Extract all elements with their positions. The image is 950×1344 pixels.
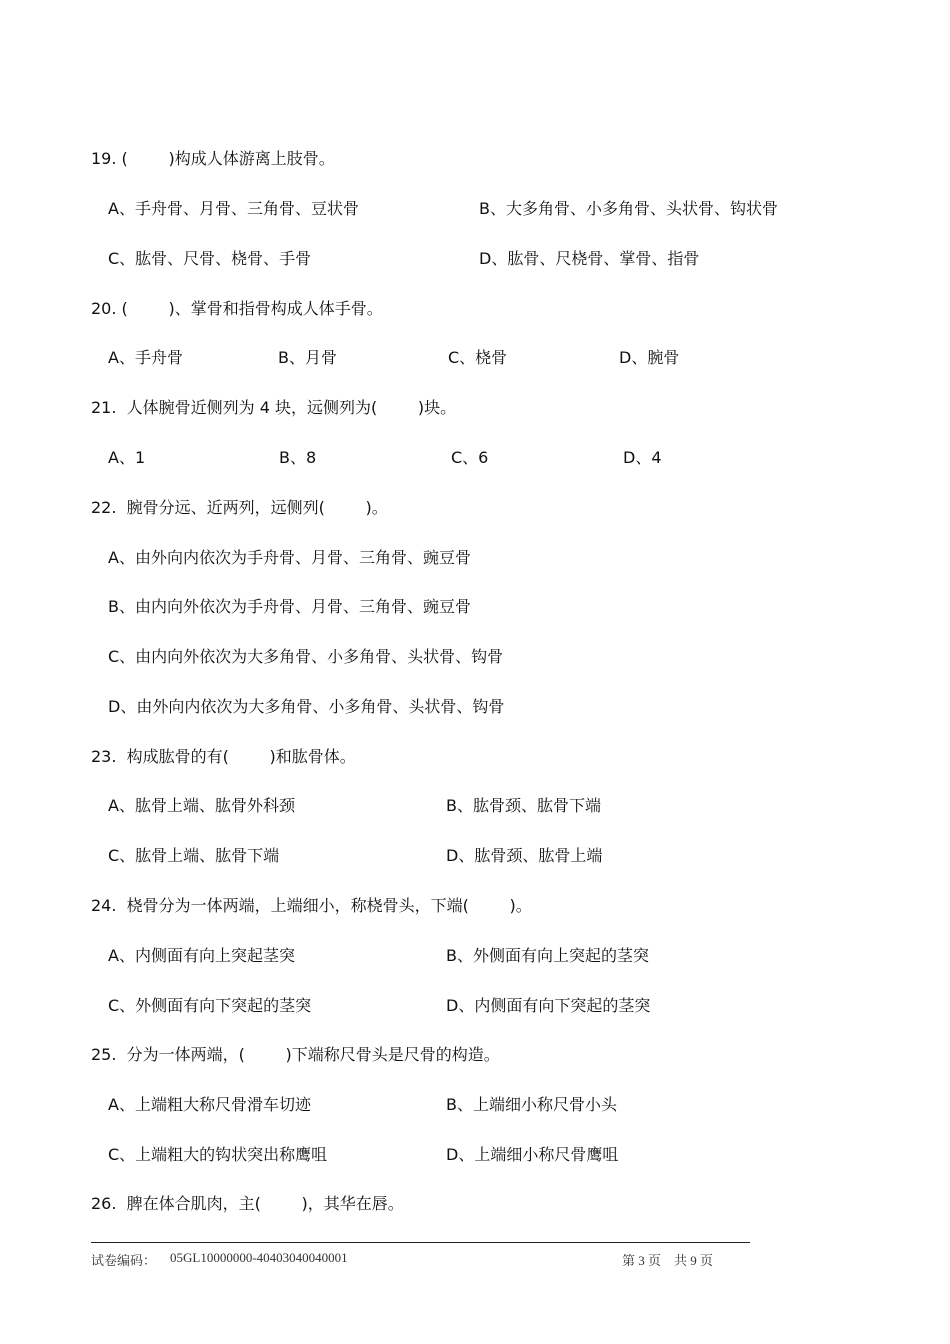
question-24-stem: 24. 桡骨分为一体两端，上端细小，称桡骨头，下端( )。 <box>91 896 532 915</box>
exam-code-value: 05GL10000000-40403040040001 <box>170 1250 348 1265</box>
q19-option-a: A、手舟骨、月骨、三角骨、豆状骨 <box>108 199 359 218</box>
q20-option-a: A、手舟骨 <box>108 348 183 367</box>
q24-option-c: C、外侧面有向下突起的茎突 <box>108 996 312 1015</box>
page-number: 第 3 页 共 9 页 <box>622 1253 714 1268</box>
q21-option-a: A、1 <box>108 448 146 467</box>
q25-option-b: B、上端细小称尺骨小头 <box>446 1095 617 1114</box>
question-20-stem: 20. ( )、掌骨和指骨构成人体手骨。 <box>91 299 383 318</box>
q24-option-d: D、内侧面有向下突起的茎突 <box>446 996 651 1015</box>
q20-option-d: D、腕骨 <box>619 348 680 367</box>
q23-option-a: A、肱骨上端、肱骨外科颈 <box>108 796 295 815</box>
q25-option-d: D、上端细小称尺骨鹰咀 <box>446 1145 619 1164</box>
question-19-stem: 19. ( )构成人体游离上肢骨。 <box>91 149 335 168</box>
question-23-stem: 23. 构成肱骨的有( )和肱骨体。 <box>91 747 356 766</box>
q22-option-d: D、由外向内依次为大多角骨、小多角骨、头状骨、钩骨 <box>108 697 505 716</box>
q25-option-c: C、上端粗大的钩状突出称鹰咀 <box>108 1145 328 1164</box>
q21-option-c: C、6 <box>451 448 489 467</box>
q22-option-c: C、由内向外依次为大多角骨、小多角骨、头状骨、钩骨 <box>108 647 504 666</box>
q23-option-d: D、肱骨颈、肱骨上端 <box>446 846 603 865</box>
q23-option-b: B、肱骨颈、肱骨下端 <box>446 796 601 815</box>
q22-option-a: A、由外向内依次为手舟骨、月骨、三角骨、豌豆骨 <box>108 548 471 567</box>
q25-option-a: A、上端粗大称尺骨滑车切迹 <box>108 1095 311 1114</box>
q19-option-d: D、肱骨、尺桡骨、掌骨、指骨 <box>479 249 700 268</box>
footer-divider <box>91 1242 750 1243</box>
question-22-stem: 22. 腕骨分远、近两列，远侧列( )。 <box>91 498 388 517</box>
q21-option-b: B、8 <box>279 448 317 467</box>
q19-option-c: C、肱骨、尺骨、桡骨、手骨 <box>108 249 312 268</box>
q19-option-b: B、大多角骨、小多角骨、头状骨、钩状骨 <box>479 199 778 218</box>
q22-option-b: B、由内向外依次为手舟骨、月骨、三角骨、豌豆骨 <box>108 597 471 616</box>
question-21-stem: 21. 人体腕骨近侧列为 4 块，远侧列为( )块。 <box>91 398 457 417</box>
q21-option-d: D、4 <box>623 448 662 467</box>
q24-option-a: A、内侧面有向上突起茎突 <box>108 946 295 965</box>
q23-option-c: C、肱骨上端、肱骨下端 <box>108 846 280 865</box>
exam-code-label: 试卷编码： <box>91 1253 157 1268</box>
q24-option-b: B、外侧面有向上突起的茎突 <box>446 946 649 965</box>
question-25-stem: 25. 分为一体两端，( )下端称尺骨头是尺骨的构造。 <box>91 1045 500 1064</box>
q20-option-c: C、桡骨 <box>448 348 508 367</box>
q20-option-b: B、月骨 <box>278 348 337 367</box>
question-26-stem: 26. 脾在体合肌肉，主( )，其华在唇。 <box>91 1194 404 1213</box>
